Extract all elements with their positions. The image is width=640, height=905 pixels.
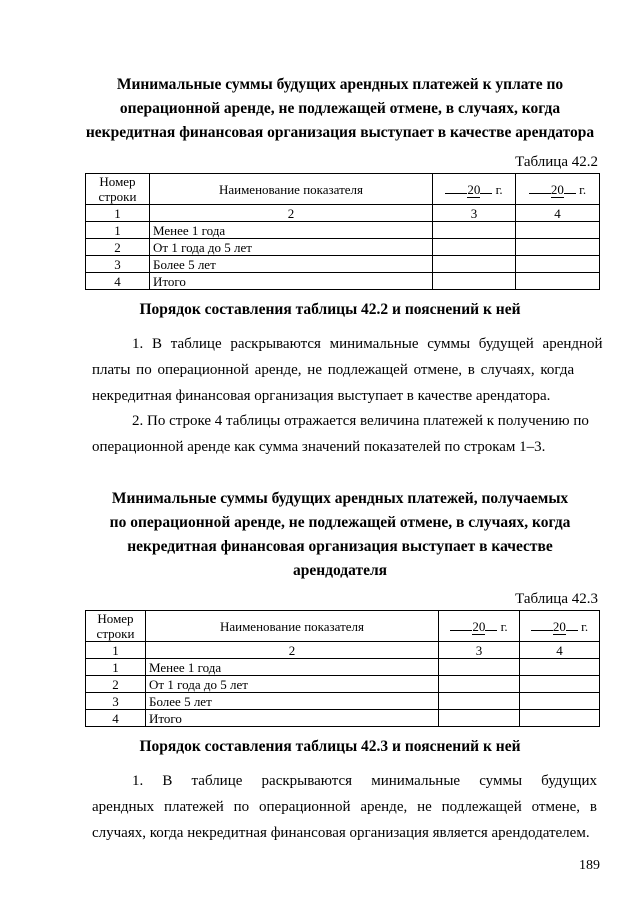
section-heading: Порядок составления таблицы 42.2 и пояснений к ней	[139, 301, 521, 318]
column-number: 2	[150, 205, 433, 222]
column-number: 2	[146, 642, 439, 659]
blank-underline	[445, 180, 467, 194]
paragraph	[92, 768, 597, 846]
paragraph-line	[132, 331, 603, 357]
value-cell	[433, 239, 516, 256]
word: 1.	[132, 773, 144, 789]
value-cell	[516, 222, 600, 239]
section-heading: Порядок составления таблицы 42.3 и пояснений к ней	[139, 738, 521, 755]
column-number: 4	[516, 205, 600, 222]
word: по	[233, 799, 250, 815]
word: минимальные	[371, 773, 461, 789]
value-cell	[433, 222, 516, 239]
blank-underline	[450, 617, 472, 631]
paragraph-line: некредитная финансовая организация выступает в качестве арендатора.	[92, 388, 551, 404]
title-line: некредитная финансовая организация выступает в качестве	[127, 538, 553, 555]
row-name: Менее 1 года	[146, 659, 439, 676]
table-header-row	[86, 174, 600, 205]
table-row	[86, 693, 600, 710]
header-year-1	[439, 611, 520, 642]
title-line: арендодателя	[292, 562, 388, 579]
title-line: по операционной аренде, не подлежащей отмене, в случаях, когда	[109, 514, 571, 531]
value-cell	[520, 710, 600, 727]
page-number: 189	[579, 858, 600, 873]
column-number: 1	[86, 642, 146, 659]
paragraph-text: 1. В таблице раскрываются минимальные суммы будущей арендной	[132, 336, 603, 352]
year-suffix: г.	[492, 182, 503, 197]
header-row-number	[86, 174, 150, 205]
row-name: Итого	[146, 710, 439, 727]
title-line: операционной аренде, не подлежащей отмене, в случаях, когда	[119, 100, 561, 117]
value-cell	[516, 256, 600, 273]
header-year-2	[516, 174, 600, 205]
column-number: 4	[520, 642, 600, 659]
column-number-row	[86, 642, 600, 659]
row-number: 2	[86, 676, 146, 693]
value-cell	[520, 659, 600, 676]
header-text: строки	[96, 626, 135, 641]
header-text: Номер	[99, 174, 136, 189]
value-cell	[433, 273, 516, 290]
row-name: Менее 1 года	[150, 222, 433, 239]
row-number: 2	[86, 239, 150, 256]
blank-underline	[531, 617, 553, 631]
table-42-2-title	[80, 73, 600, 145]
blank-underline	[564, 180, 576, 194]
paragraph-line	[92, 794, 597, 820]
value-cell	[439, 693, 520, 710]
title-line: Минимальные суммы будущих арендных платежей, получаемых	[111, 490, 569, 507]
word: суммы	[479, 773, 523, 789]
row-number: 4	[86, 710, 146, 727]
value-cell	[439, 659, 520, 676]
row-name: От 1 года до 5 лет	[146, 676, 439, 693]
header-text: строки	[98, 189, 137, 204]
word: арендных	[92, 799, 155, 815]
table-row	[86, 273, 600, 290]
header-indicator-name: Наименование показателя	[146, 611, 439, 642]
blank-underline	[529, 180, 551, 194]
table-42-2-caption: Таблица 42.2	[515, 154, 598, 170]
column-number: 3	[439, 642, 520, 659]
table-row	[86, 710, 600, 727]
value-cell	[439, 676, 520, 693]
title-line: некредитная финансовая организация выступает в качестве арендатора	[85, 124, 595, 141]
table-row	[86, 239, 600, 256]
paragraph-line	[132, 768, 597, 794]
column-number: 3	[433, 205, 516, 222]
word: раскрываются	[261, 773, 353, 789]
paragraph	[92, 331, 603, 409]
row-number: 3	[86, 256, 150, 273]
year-text: 20	[472, 619, 486, 634]
blank-underline	[485, 617, 497, 631]
year-text: 20	[550, 182, 564, 197]
column-number: 1	[86, 205, 150, 222]
row-number: 3	[86, 693, 146, 710]
value-cell	[520, 693, 600, 710]
value-cell	[439, 710, 520, 727]
row-name: Итого	[150, 273, 433, 290]
table-42-3	[85, 610, 600, 727]
value-cell	[516, 273, 600, 290]
table-42-3-caption: Таблица 42.3	[515, 591, 598, 607]
paragraph	[92, 408, 597, 460]
word: платежей	[163, 799, 224, 815]
row-number: 1	[86, 222, 150, 239]
table-42-2	[85, 173, 600, 290]
table-row	[86, 676, 600, 693]
blank-underline	[566, 617, 578, 631]
value-cell	[433, 256, 516, 273]
year-suffix: г.	[577, 619, 589, 634]
value-cell	[516, 239, 600, 256]
word: отмене,	[531, 799, 581, 815]
year-text: 20	[552, 619, 566, 634]
column-number-row	[86, 205, 600, 222]
paragraph-line: случаях, когда некредитная финансовая организация является арендодателем.	[92, 825, 590, 841]
word: будущих	[541, 773, 597, 789]
header-year-1	[433, 174, 516, 205]
row-name: От 1 года до 5 лет	[150, 239, 433, 256]
row-number: 4	[86, 273, 150, 290]
table-row	[86, 222, 600, 239]
year-suffix: г.	[575, 182, 587, 197]
word: таблице	[191, 773, 243, 789]
header-row-number	[86, 611, 146, 642]
table-row	[86, 659, 600, 676]
table-header-row	[86, 611, 600, 642]
year-text: 20	[467, 182, 481, 197]
table-42-3-title	[80, 487, 600, 583]
row-name: Более 5 лет	[150, 256, 433, 273]
paragraph-line: платы по операционной аренде, не подлежащей отмене, в случаях, когда	[92, 362, 575, 378]
word: аренде,	[360, 799, 408, 815]
word: В	[162, 773, 173, 789]
row-number: 1	[86, 659, 146, 676]
paragraph-line: 2. По строке 4 таблицы отражается величина платежей к получению по	[132, 413, 589, 429]
title-line: Минимальные суммы будущих арендных платежей к уплате по	[116, 76, 564, 93]
word: подлежащей	[441, 799, 522, 815]
value-cell	[520, 676, 600, 693]
word: операционной	[259, 799, 351, 815]
word: не	[417, 799, 432, 815]
blank-underline	[480, 180, 492, 194]
header-year-2	[520, 611, 600, 642]
year-suffix: г.	[497, 619, 508, 634]
header-indicator-name: Наименование показателя	[150, 174, 433, 205]
table-row	[86, 256, 600, 273]
header-text: Номер	[97, 611, 134, 626]
word: в	[589, 799, 597, 815]
paragraph-line: операционной аренде как сумма значений показателей по строкам 1–3.	[92, 439, 546, 455]
row-name: Более 5 лет	[146, 693, 439, 710]
